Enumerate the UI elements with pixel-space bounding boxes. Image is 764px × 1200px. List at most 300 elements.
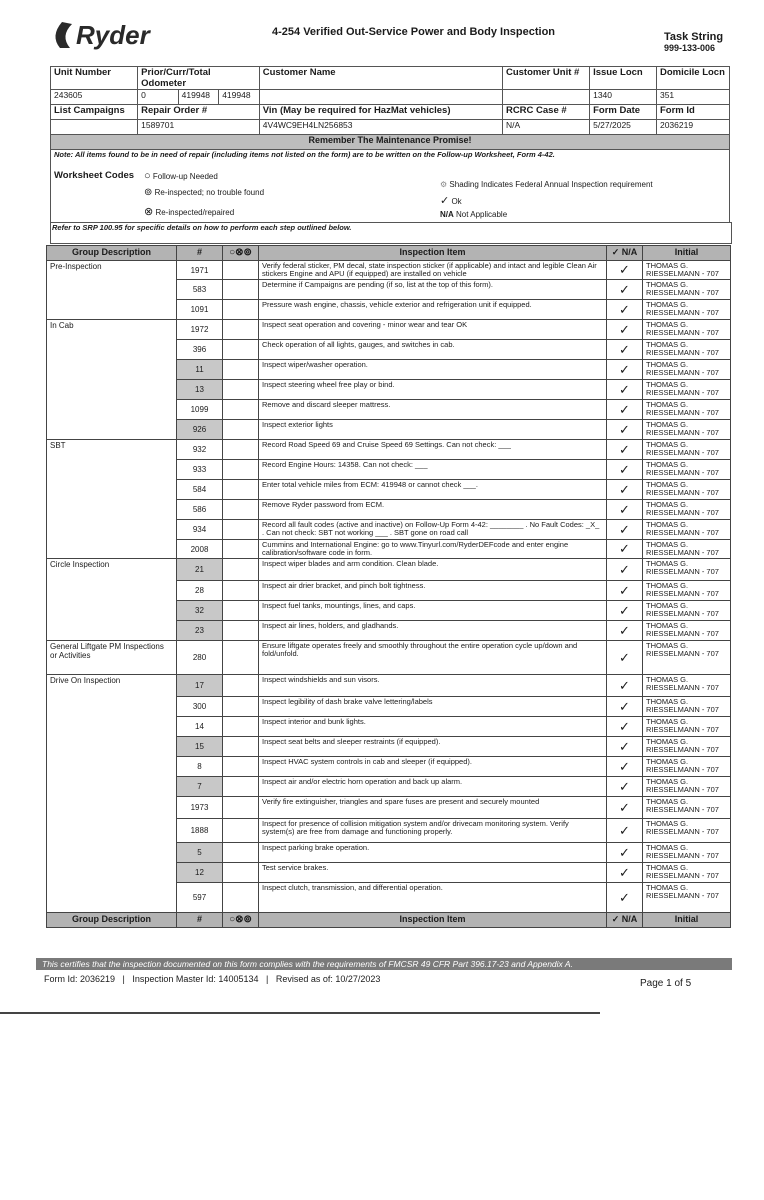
- task-string: [664, 32, 723, 54]
- inspection-item: Inspect fuel tanks, mountings, lines, and caps.: [259, 601, 607, 621]
- code-cell: [223, 641, 259, 675]
- check-icon: ✓: [619, 698, 630, 714]
- check-cell: [607, 675, 643, 697]
- table-row: [47, 697, 731, 717]
- task-string-value: 999-133-006: [664, 43, 716, 53]
- form-date: 5/27/2025: [590, 120, 657, 135]
- check-icon: ✓: [619, 421, 630, 437]
- group-cell: [47, 777, 177, 797]
- logo-text: Ryder: [76, 20, 150, 50]
- check-cell: [607, 360, 643, 380]
- code-check-text: Ok: [451, 197, 462, 206]
- table-row: [47, 520, 731, 540]
- code-cell: [223, 280, 259, 300]
- table-row: [47, 540, 731, 559]
- initial-line2: RIESSELMANN - 707: [646, 428, 719, 437]
- footer-form-id: Form Id: 2036219: [44, 974, 116, 984]
- initial-line2: RIESSELMANN - 707: [646, 785, 719, 794]
- initial-cell: [643, 819, 731, 843]
- check-icon: ✓: [619, 677, 630, 693]
- initial-line2: RIESSELMANN - 707: [646, 408, 719, 417]
- initial-line1: THOMAS G.: [646, 675, 689, 684]
- check-icon: ✓: [619, 561, 630, 577]
- initial-line2: RIESSELMANN - 707: [646, 609, 719, 618]
- initial-line1: THOMAS G.: [646, 261, 689, 270]
- odometer-label: Prior/Curr/Total Odometer: [138, 67, 260, 90]
- initial-cell: [643, 480, 731, 500]
- repair-order: 1589701: [138, 120, 260, 135]
- code-cell: [223, 420, 259, 440]
- check-cell: [607, 641, 643, 675]
- inspection-item: Ensure liftgate operates freely and smoothly throughout the entire operation cycle up/down and fold/unfold.: [259, 641, 607, 675]
- inspection-item: Record all fault codes (active and inactive) on Follow-Up Form 4-42: ________ . No Fault Codes: _X_ . Can not check: SBT not working ___ . SBT gone on road call: [259, 520, 607, 540]
- code-cell: [223, 540, 259, 559]
- inspection-item: Inspect air and/or electric horn operation and back up alarm.: [259, 777, 607, 797]
- code-cell: [223, 757, 259, 777]
- check-cell: [607, 540, 643, 559]
- check-cell: [607, 460, 643, 480]
- repair-order-label: Repair Order #: [138, 105, 260, 120]
- initial-line1: THOMAS G.: [646, 520, 689, 529]
- check-cell: [607, 500, 643, 520]
- item-number: 583: [177, 280, 223, 300]
- issue-locn-label: Issue Locn: [590, 67, 657, 90]
- code-cell: [223, 400, 259, 420]
- form-id: 2036219: [656, 120, 729, 135]
- group-cell: [47, 581, 177, 601]
- item-number: 32: [177, 601, 223, 621]
- shading-gear-icon: ⚙: [440, 180, 448, 189]
- item-number: 300: [177, 697, 223, 717]
- item-number: 1973: [177, 797, 223, 819]
- list-campaigns-label: List Campaigns: [51, 105, 138, 120]
- table-row: [47, 460, 731, 480]
- initial-line1: THOMAS G.: [646, 540, 689, 549]
- initial-cell: [643, 601, 731, 621]
- check-icon: ✓: [619, 889, 630, 905]
- initial-cell: [643, 540, 731, 559]
- inspection-item: Test service brakes.: [259, 863, 607, 883]
- group-cell: [47, 280, 177, 300]
- footer-master-id: Inspection Master Id: 14005134: [132, 974, 259, 984]
- initial-cell: [643, 340, 731, 360]
- initial-line2: RIESSELMANN - 707: [646, 468, 719, 477]
- initial-line2: RIESSELMANN - 707: [646, 368, 719, 377]
- vin: 4V4WC9EH4LN256853: [259, 120, 502, 135]
- check-icon: ✓: [619, 361, 630, 377]
- group-cell: [47, 460, 177, 480]
- initial-cell: [643, 460, 731, 480]
- initial-cell: [643, 500, 731, 520]
- footer-num: #: [177, 913, 223, 928]
- footer-info: Form Id: 2036219 | Inspection Master Id: 14005134 | Revised as of: 10/27/2023: [44, 974, 381, 984]
- check-icon: ✓: [619, 602, 630, 618]
- initial-cell: [643, 717, 731, 737]
- ryder-logo: [48, 14, 168, 58]
- code-cell: [223, 843, 259, 863]
- table-row: [47, 843, 731, 863]
- initial-line1: THOMAS G.: [646, 420, 689, 429]
- initial-line2: RIESSELMANN - 707: [646, 683, 719, 692]
- empty-circle-icon: ○: [144, 170, 151, 182]
- initial-line2: RIESSELMANN - 707: [646, 508, 719, 517]
- header-item: Inspection Item: [259, 246, 607, 261]
- group-cell: [47, 340, 177, 360]
- initial-line1: THOMAS G.: [646, 621, 689, 630]
- check-cell: [607, 559, 643, 581]
- code-cell: [223, 360, 259, 380]
- code-followup-text: Follow-up Needed: [152, 172, 218, 181]
- check-icon: ✓: [619, 381, 630, 397]
- footer-check: ✓ N/A: [607, 913, 643, 928]
- item-number: 1972: [177, 320, 223, 340]
- item-number: 21: [177, 559, 223, 581]
- code-cell: [223, 697, 259, 717]
- initial-line1: THOMAS G.: [646, 737, 689, 746]
- group-cell: [47, 717, 177, 737]
- code-ok: [144, 187, 264, 198]
- table-row: [47, 340, 731, 360]
- table-row: [47, 440, 731, 460]
- footer-group: Group Description: [47, 913, 177, 928]
- initial-line1: THOMAS G.: [646, 601, 689, 610]
- check-icon: ✓: [619, 341, 630, 357]
- initial-cell: [643, 559, 731, 581]
- inspection-item: Inspect air drier bracket, and pinch bolt tightness.: [259, 581, 607, 601]
- check-cell: [607, 440, 643, 460]
- group-cell: [47, 420, 177, 440]
- check-icon: ✓: [619, 649, 630, 665]
- initial-line1: THOMAS G.: [646, 883, 689, 892]
- item-number: 2008: [177, 540, 223, 559]
- initial-line1: THOMAS G.: [646, 360, 689, 369]
- inspection-item: Inspect seat operation and covering - minor wear and tear OK: [259, 320, 607, 340]
- item-number: 8: [177, 757, 223, 777]
- inspection-item: Inspect parking brake operation.: [259, 843, 607, 863]
- check-cell: [607, 777, 643, 797]
- initial-line2: RIESSELMANN - 707: [646, 567, 719, 576]
- ok-circle-icon: ⊚: [144, 187, 153, 198]
- page-divider: [0, 1012, 600, 1014]
- check-icon: ✓: [619, 758, 630, 774]
- code-cell: [223, 559, 259, 581]
- maintenance-promise: Remember The Maintenance Promise!: [51, 135, 730, 150]
- check-icon: ✓: [619, 738, 630, 754]
- odometer-prior: 0: [138, 90, 179, 105]
- initial-cell: [643, 641, 731, 675]
- code-cell: [223, 320, 259, 340]
- initial-line1: THOMAS G.: [646, 400, 689, 409]
- table-row: [47, 621, 731, 641]
- check-cell: [607, 480, 643, 500]
- table-row: [47, 641, 731, 675]
- initial-line2: RIESSELMANN - 707: [646, 269, 719, 278]
- group-cell: [47, 737, 177, 757]
- info-table: [50, 66, 730, 164]
- table-row: [47, 420, 731, 440]
- check-icon: ✓: [619, 521, 630, 537]
- initial-line2: RIESSELMANN - 707: [646, 308, 719, 317]
- item-number: 926: [177, 420, 223, 440]
- group-cell: SBT: [47, 440, 177, 460]
- page-number: Page 1 of 5: [640, 978, 692, 989]
- table-row: [47, 675, 731, 697]
- code-cell: [223, 675, 259, 697]
- item-number: 597: [177, 883, 223, 913]
- initial-line2: RIESSELMANN - 707: [646, 348, 719, 357]
- check-icon: ✓: [619, 481, 630, 497]
- code-na-label: N/A: [440, 210, 454, 219]
- customer-name: [259, 90, 502, 105]
- initial-line2: RIESSELMANN - 707: [646, 745, 719, 754]
- group-cell: [47, 797, 177, 819]
- check-icon: ✓: [619, 541, 630, 556]
- inspection-item: Inspect exterior lights: [259, 420, 607, 440]
- initial-cell: [643, 420, 731, 440]
- item-number: 15: [177, 737, 223, 757]
- initial-line2: RIESSELMANN - 707: [646, 548, 719, 557]
- initial-line1: THOMAS G.: [646, 777, 689, 786]
- code-cell: [223, 380, 259, 400]
- item-number: 934: [177, 520, 223, 540]
- check-icon: ✓: [619, 822, 630, 838]
- group-cell: [47, 601, 177, 621]
- table-row: [47, 400, 731, 420]
- initial-line2: RIESSELMANN - 707: [646, 488, 719, 497]
- initial-line1: THOMAS G.: [646, 843, 689, 852]
- check-icon: ✓: [619, 441, 630, 457]
- group-cell: [47, 360, 177, 380]
- code-cell: [223, 480, 259, 500]
- odometer-total: 419948: [219, 90, 260, 105]
- issue-locn: 1340: [590, 90, 657, 105]
- repair-note: Note: All items found to be in need of repair (including items not listed on the form) are to be written on the Follow-up Worksheet, Form 4-42.: [51, 150, 730, 165]
- table-row: [47, 819, 731, 843]
- group-cell: General Liftgate PM Inspections or Activities: [47, 641, 177, 675]
- code-cell: [223, 520, 259, 540]
- group-cell: [47, 540, 177, 559]
- initial-cell: [643, 380, 731, 400]
- initial-line1: THOMAS G.: [646, 641, 689, 650]
- check-cell: [607, 863, 643, 883]
- code-cell: [223, 883, 259, 913]
- initial-cell: [643, 883, 731, 913]
- group-cell: [47, 621, 177, 641]
- code-followup: [144, 170, 218, 182]
- table-row: [47, 797, 731, 819]
- check-cell: [607, 300, 643, 320]
- initial-line1: THOMAS G.: [646, 797, 689, 806]
- check-cell: [607, 420, 643, 440]
- domicile-locn: 351: [656, 90, 729, 105]
- table-row: [47, 863, 731, 883]
- form-date-label: Form Date: [590, 105, 657, 120]
- task-string-label: Task String: [664, 31, 724, 43]
- group-cell: [47, 883, 177, 913]
- initial-line2: RIESSELMANN - 707: [646, 765, 719, 774]
- initial-line1: THOMAS G.: [646, 320, 689, 329]
- inspection-item: Inspect wiper blades and arm condition. Clean blade.: [259, 559, 607, 581]
- check-icon: ✓: [440, 195, 450, 207]
- initial-line2: RIESSELMANN - 707: [646, 805, 719, 814]
- item-number: 23: [177, 621, 223, 641]
- initial-line2: RIESSELMANN - 707: [646, 871, 719, 880]
- initial-line1: THOMAS G.: [646, 697, 689, 706]
- code-cell: [223, 300, 259, 320]
- initial-line1: THOMAS G.: [646, 300, 689, 309]
- initial-cell: [643, 440, 731, 460]
- footer-revised: Revised as of: 10/27/2023: [275, 974, 381, 984]
- table-row: [47, 480, 731, 500]
- initial-cell: [643, 280, 731, 300]
- worksheet-codes-label: Worksheet Codes: [54, 170, 135, 181]
- check-cell: [607, 581, 643, 601]
- check-icon: ✓: [619, 799, 630, 815]
- check-cell: [607, 717, 643, 737]
- code-na: [440, 210, 507, 219]
- check-cell: [607, 697, 643, 717]
- group-cell: [47, 400, 177, 420]
- header-num: #: [177, 246, 223, 261]
- initial-line1: THOMAS G.: [646, 559, 689, 568]
- check-icon: ✓: [619, 401, 630, 417]
- initial-line2: RIESSELMANN - 707: [646, 589, 719, 598]
- initial-line2: RIESSELMANN - 707: [646, 725, 719, 734]
- group-cell: [47, 819, 177, 843]
- code-cell: [223, 819, 259, 843]
- table-row: [47, 717, 731, 737]
- check-icon: ✓: [619, 301, 630, 317]
- initial-line2: RIESSELMANN - 707: [646, 827, 719, 836]
- initial-cell: [643, 300, 731, 320]
- check-cell: [607, 400, 643, 420]
- initial-line2: RIESSELMANN - 707: [646, 705, 719, 714]
- unit-number: 243605: [51, 90, 138, 105]
- initial-cell: [643, 843, 731, 863]
- odometer-current: 419948: [178, 90, 219, 105]
- inspection-item: Enter total vehicle miles from ECM: 419948 or cannot check ___.: [259, 480, 607, 500]
- item-number: 12: [177, 863, 223, 883]
- initial-line2: RIESSELMANN - 707: [646, 328, 719, 337]
- code-cell: [223, 340, 259, 360]
- item-number: 1099: [177, 400, 223, 420]
- table-row: [47, 261, 731, 280]
- code-shading: [440, 180, 653, 189]
- crossed-circle-icon: ⊗: [144, 206, 154, 218]
- initial-line1: THOMAS G.: [646, 757, 689, 766]
- inspection-item: Determine if Campaigns are pending (if so, list at the top of this form).: [259, 280, 607, 300]
- group-cell: [47, 380, 177, 400]
- group-cell: [47, 757, 177, 777]
- item-number: 584: [177, 480, 223, 500]
- item-number: 11: [177, 360, 223, 380]
- inspection-item: Inspect HVAC system controls in cab and sleeper (if equipped).: [259, 757, 607, 777]
- check-cell: [607, 621, 643, 641]
- initial-line2: RIESSELMANN - 707: [646, 528, 719, 537]
- initial-cell: [643, 520, 731, 540]
- initial-line1: THOMAS G.: [646, 380, 689, 389]
- inspection-item: Remove Ryder password from ECM.: [259, 500, 607, 520]
- check-icon: ✓: [619, 778, 630, 794]
- check-cell: [607, 320, 643, 340]
- inspection-item: Inspect clutch, transmission, and differential operation.: [259, 883, 607, 913]
- initial-cell: [643, 675, 731, 697]
- check-cell: [607, 520, 643, 540]
- check-cell: [607, 601, 643, 621]
- inspection-item: Record Engine Hours: 14358. Can not check: ___: [259, 460, 607, 480]
- inspection-item: Pressure wash engine, chassis, vehicle exterior and refrigeration unit if equipped.: [259, 300, 607, 320]
- group-cell: In Cab: [47, 320, 177, 340]
- table-row: [47, 777, 731, 797]
- check-cell: [607, 737, 643, 757]
- initial-line2: RIESSELMANN - 707: [646, 288, 719, 297]
- code-cell: [223, 500, 259, 520]
- code-ok-text: Re-inspected; no trouble found: [154, 188, 265, 197]
- inspection-item: Inspect interior and bunk lights.: [259, 717, 607, 737]
- initial-cell: [643, 697, 731, 717]
- group-cell: [47, 480, 177, 500]
- initial-line1: THOMAS G.: [646, 581, 689, 590]
- check-icon: ✓: [619, 262, 630, 277]
- form-title: 4-254 Verified Out-Service Power and Body Inspection: [272, 26, 556, 38]
- inspection-item: Cummins and International Engine: go to www.Tinyurl.com/RyderDEFcode and enter engine calibration/software code in form.: [259, 540, 607, 559]
- code-cell: [223, 460, 259, 480]
- rcrc-label: RCRC Case #: [502, 105, 589, 120]
- initial-line1: THOMAS G.: [646, 440, 689, 449]
- item-number: 14: [177, 717, 223, 737]
- code-cell: [223, 717, 259, 737]
- initial-cell: [643, 863, 731, 883]
- check-cell: [607, 280, 643, 300]
- check-cell: [607, 261, 643, 280]
- initial-line2: RIESSELMANN - 707: [646, 851, 719, 860]
- item-number: 1888: [177, 819, 223, 843]
- table-row: [47, 360, 731, 380]
- inspection-item: Record Road Speed 69 and Cruise Speed 69 Settings. Can not check: ___: [259, 440, 607, 460]
- table-row: [47, 500, 731, 520]
- initial-line2: RIESSELMANN - 707: [646, 629, 719, 638]
- initial-line1: THOMAS G.: [646, 717, 689, 726]
- initial-cell: [643, 737, 731, 757]
- table-row: [47, 559, 731, 581]
- check-icon: ✓: [619, 622, 630, 638]
- check-icon: ✓: [619, 844, 630, 860]
- item-number: 7: [177, 777, 223, 797]
- item-number: 1091: [177, 300, 223, 320]
- code-cell: [223, 863, 259, 883]
- footer-initial: Initial: [643, 913, 731, 928]
- check-cell: [607, 843, 643, 863]
- footer-item: Inspection Item: [259, 913, 607, 928]
- inspection-item: Check operation of all lights, gauges, and switches in cab.: [259, 340, 607, 360]
- initial-cell: [643, 777, 731, 797]
- inspection-item: Remove and discard sleeper mattress.: [259, 400, 607, 420]
- group-cell: Pre-Inspection: [47, 261, 177, 280]
- initial-cell: [643, 581, 731, 601]
- code-cell: [223, 581, 259, 601]
- code-repaired-text: Re-inspected/repaired: [155, 208, 235, 217]
- group-cell: [47, 863, 177, 883]
- unit-number-label: Unit Number: [51, 67, 138, 90]
- header-initial: Initial: [643, 246, 731, 261]
- inspection-table: [46, 245, 731, 928]
- check-cell: [607, 819, 643, 843]
- group-cell: [47, 843, 177, 863]
- item-number: 586: [177, 500, 223, 520]
- item-number: 932: [177, 440, 223, 460]
- initial-line1: THOMAS G.: [646, 280, 689, 289]
- check-icon: ✓: [619, 501, 630, 517]
